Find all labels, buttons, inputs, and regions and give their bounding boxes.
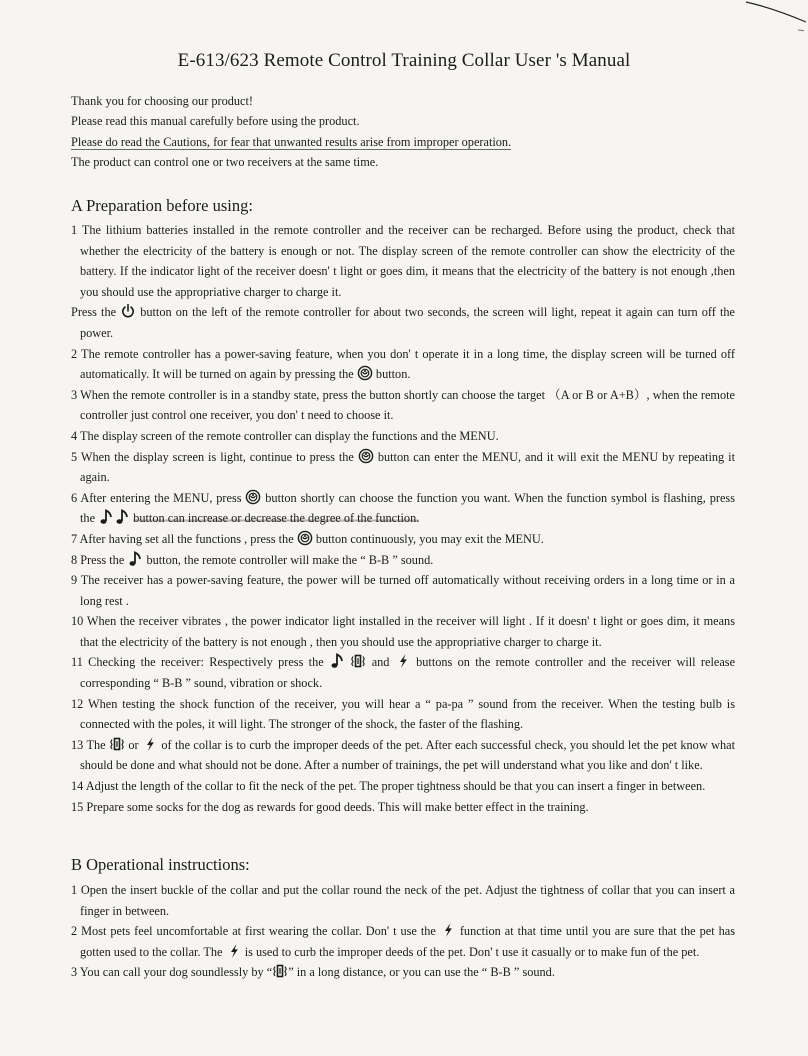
item-text: or bbox=[128, 737, 139, 752]
section-a-list bbox=[71, 220, 735, 817]
item-text: buttons on the remote controller and the receiver will release corresponding “ B-B ” sound, vibration or shock. bbox=[80, 655, 736, 691]
vibration-icon bbox=[109, 736, 125, 752]
item-text: function at that time until you are sure that the pet has gotten used to the collar. The bbox=[80, 924, 735, 959]
list-item bbox=[71, 447, 735, 488]
list-item bbox=[71, 488, 735, 529]
item-text: is used to curb the improper deeds of the pet. Don' t use it casually or to make fun of the pet. bbox=[244, 944, 700, 959]
item-text: Press the bbox=[71, 305, 117, 320]
item-text: button. bbox=[375, 367, 411, 382]
item-text: button can increase or decrease the degree of the function. bbox=[133, 511, 420, 526]
list-item bbox=[71, 921, 735, 962]
item-text: ” in a long distance, or you can use the “ B-B ” sound. bbox=[288, 965, 555, 980]
list-item: 3 When the remote controller is in a standby state, press the button shortly can choose the target （A or B or A+B）, when the remote controller just control one receiver, you don' t need to choose it. bbox=[71, 387, 735, 423]
list-item: 9 The receiver has a power-saving feature, the power will be turned off automatically without receiving orders in a long time or in a long rest . bbox=[71, 573, 735, 608]
section-b-heading: B Operational instructions: bbox=[71, 855, 250, 874]
tone-note-icon bbox=[329, 653, 345, 669]
intro-line: Please read this manual carefully before using the product. bbox=[71, 114, 360, 129]
list-item: 10 When the receiver vibrates , the power indicator light installed in the receiver will light . If it doesn' t light or goes dim, it means that the electricity of the battery is not enough , then you should use the appropriative charger to charge it. bbox=[71, 614, 735, 649]
intro-line: The product can control one or two receivers at the same time. bbox=[71, 155, 379, 170]
shock-bolt-icon bbox=[440, 922, 456, 938]
tone-note-icon bbox=[127, 551, 143, 567]
list-item bbox=[71, 652, 735, 693]
item-text: 7 After having set all the functions , press the bbox=[71, 531, 294, 546]
item-text: button on the left of the remote controller for about two seconds, the screen will light, repeat it again can turn off the power. bbox=[80, 305, 735, 340]
power-icon bbox=[120, 303, 136, 319]
menu-button-icon bbox=[245, 489, 261, 505]
item-text: button continuously, you may exit the MENU. bbox=[315, 531, 544, 546]
tone-note-icon bbox=[114, 509, 130, 525]
intro-line: Thank you for choosing our product! bbox=[71, 94, 254, 108]
list-item: 15 Prepare some socks for the dog as rewards for good deeds. This will make better effect in the training. bbox=[71, 799, 589, 814]
section-b-list bbox=[71, 880, 735, 983]
list-item: 4 The display screen of the remote controller can display the functions and the MENU. bbox=[71, 428, 499, 443]
shock-bolt-icon bbox=[395, 653, 411, 669]
list-item bbox=[71, 529, 735, 550]
section-a-heading: A Preparation before using: bbox=[71, 196, 253, 215]
list-item: 12 When testing the shock function of the receiver, you will hear a “ pa-pa ” sound from the receiver. When the testing bulb is connected with the poles, it will light. The stronger of the shock, the faster of the flashing. bbox=[71, 696, 735, 732]
menu-button-icon bbox=[357, 365, 373, 381]
corner-pen-mark bbox=[738, 0, 808, 40]
vibration-icon bbox=[272, 963, 288, 979]
intro-line bbox=[71, 132, 751, 152]
item-text: button can enter the MENU, and it will exit the MENU by repeating it again. bbox=[80, 449, 735, 485]
vibration-icon bbox=[350, 653, 366, 669]
manual-title: E-613/623 Remote Control Training Collar User 's Manual bbox=[177, 50, 631, 71]
item-text: 13 The bbox=[71, 737, 106, 752]
list-item bbox=[71, 344, 735, 385]
item-text: 6 After entering the MENU, press bbox=[71, 490, 242, 505]
list-item bbox=[71, 302, 735, 343]
list-item: 14 Adjust the length of the collar to fit the neck of the pet. The proper tightness should be that you can insert a finger in between. bbox=[71, 779, 706, 794]
list-item: 1 Open the insert buckle of the collar and put the collar round the neck of the pet. Adjust the tightness of collar that you can insert a finger in between. bbox=[71, 883, 735, 918]
item-text: 11 Checking the receiver: Respectively press the bbox=[71, 655, 324, 670]
menu-button-icon bbox=[358, 448, 374, 464]
item-text: button shortly can choose the function you want. When the function symbol is flashing, press the bbox=[80, 490, 735, 526]
shock-bolt-icon bbox=[226, 943, 242, 959]
list-item bbox=[71, 735, 735, 776]
intro-block bbox=[71, 91, 751, 173]
item-text: 2 Most pets feel uncomfortable at first wearing the collar. Don' t use the bbox=[71, 924, 436, 939]
item-text: and bbox=[371, 655, 390, 670]
list-item: 1 The lithium batteries installed in the remote controller and the receiver can be recharged. Before using the product, check that whether the electricity of the battery is enough or not. The display screen of the remote controller can show the electricity of the battery. If the indicator light of the receiver doesn' t light or goes dim, it means that the electricity of the battery is not enough ,then you should use the appropriative charger to charge it. bbox=[71, 223, 735, 299]
item-text: button, the remote controller will make the “ B-B ” sound. bbox=[146, 552, 434, 567]
item-text: 3 You can call your dog soundlessly by “ bbox=[71, 965, 273, 980]
list-item bbox=[71, 550, 735, 571]
menu-button-icon bbox=[297, 530, 313, 546]
item-text: 8 Press the bbox=[71, 552, 125, 567]
item-text: of the collar is to curb the improper deeds of the pet. After each successful check, you should let the pet know what should be done and what should not be done. After a number of trainings, the pet will understand what you like and don' t like. bbox=[80, 737, 735, 773]
item-text: 2 The remote controller has a power-saving feature, when you don' t operate it in a long time, the display screen will be turned off automatically. It will be turned on again by pressing the bbox=[71, 346, 735, 382]
shock-bolt-icon bbox=[142, 736, 158, 752]
item-text: 5 When the display screen is light, continue to press the bbox=[71, 449, 354, 464]
intro-line-text: Please do read the Cautions, for fear that unwanted results arise from improper operation. bbox=[71, 134, 512, 149]
tone-note-icon bbox=[98, 509, 114, 525]
list-item bbox=[71, 962, 735, 983]
